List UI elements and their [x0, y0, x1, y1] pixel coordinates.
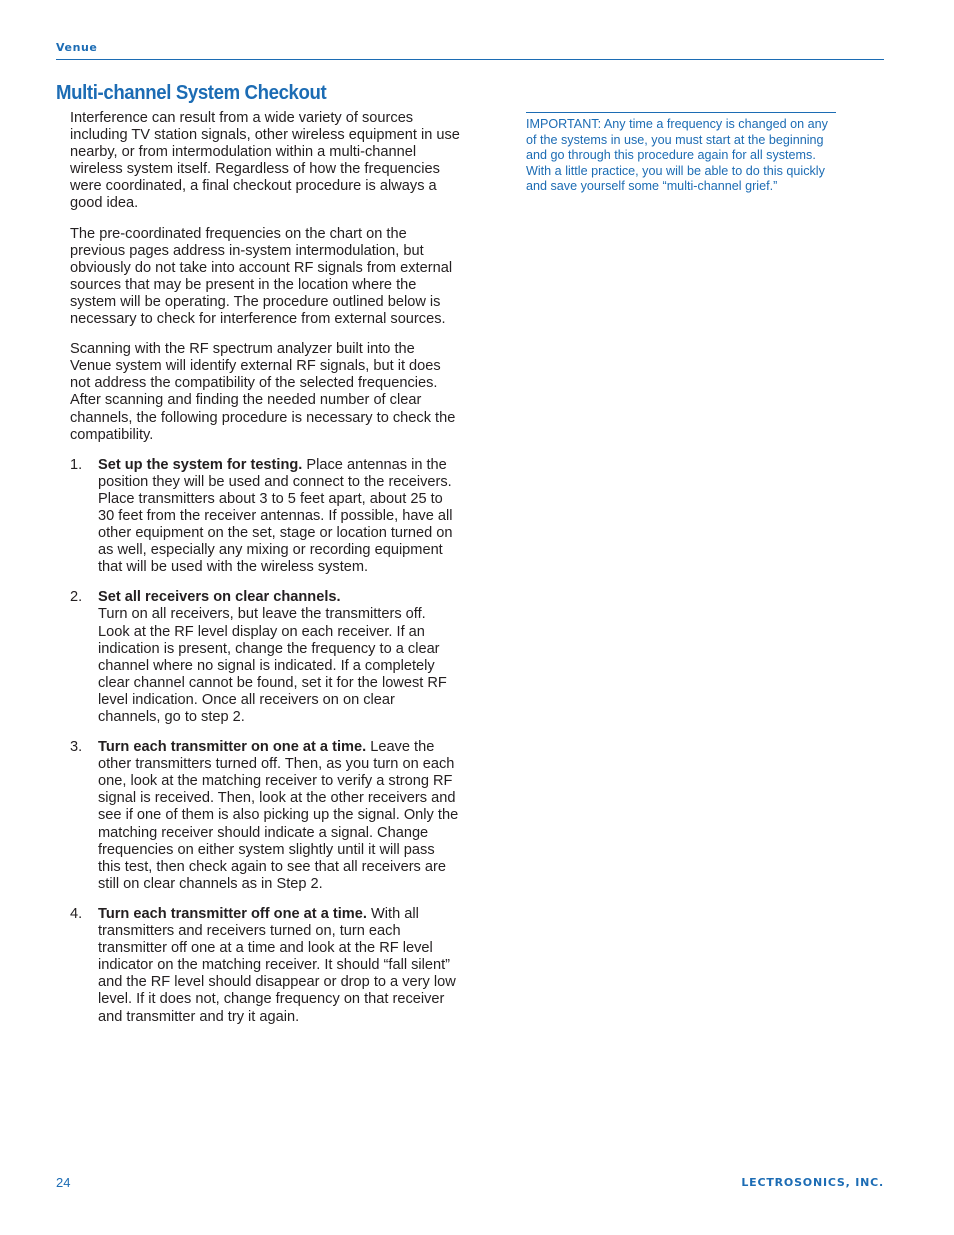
step-number: 1.: [70, 456, 83, 473]
step-number: 2.: [70, 589, 83, 606]
step-title: Set all receivers on clear channels.: [98, 589, 341, 606]
procedure-step: [70, 589, 460, 726]
important-note: IMPORTANT: Any time a frequency is changed on any of the systems in use, you must start at the beginning and go through this procedure again for all systems. With a little practice, you will be able to do this quickly and save yourself some “multi-channel grief.”: [526, 112, 836, 195]
header-divider: [56, 59, 884, 60]
step-title: Set up the system for testing.: [98, 456, 303, 473]
procedure-step: [70, 457, 460, 577]
intro-paragraph: Interference can result from a wide variety of sources including TV station signals, other wireless equipment in use nearby, or from intermodulation within a multi-channel wireless system itself. Regardless of how the frequencies were coordinated, a final checkout procedure is always a good idea.: [70, 110, 460, 212]
procedure-step: [70, 739, 460, 893]
step-title: Turn each transmitter off one at a time.: [98, 905, 367, 922]
intro-paragraph: The pre-coordinated frequencies on the chart on the previous pages address in-system intermodulation, but obviously do not take into account RF signals from external sources that may be present in the location where the system will be operating. The procedure outlined below is necessary to check for interference from external sources.: [70, 225, 453, 328]
step-title: Turn each transmitter on one at a time.: [98, 739, 367, 756]
section-title: Multi-channel System Checkout: [56, 82, 327, 104]
step-number: 3.: [70, 739, 83, 756]
procedure-step: [70, 906, 460, 1026]
step-text: Turn on all receivers, but leave the transmitters off. Look at the RF level display on each receiver. If an indication is present, change the frequency to a clear channel where no signal is indicated. If a completely clear channel cannot be found, set it for the lowest RF level indication. Once all receivers on on clear channels, go to step 2.: [98, 606, 447, 725]
company-name: LECTROSONICS, INC.: [741, 1176, 884, 1189]
procedure-steps: [70, 457, 460, 1026]
step-text: Leave the other transmitters turned off. Then, as you turn on each one, look at the matching receiver to verify a strong RF signal is received. Then, look at the other receivers and see if one of them is also picking up the signal. Only the matching receiver should indicate a signal. Change frequencies on either system slightly until it will pass this test, then check again to see that all receivers are still on clear channels as in Step 2.: [98, 739, 459, 892]
main-column: [70, 110, 460, 1039]
step-text: With all transmitters and receivers turned on, turn each transmitter off one at a time and look at the RF level indicator on the matching receiver. It should “fall silent” and the RF level should disappear or drop to a very low level. If it does not, change frequency on that receiver and transmitter and try it again.: [98, 905, 456, 1025]
running-header: Venue: [56, 41, 98, 54]
intro-paragraph: Scanning with the RF spectrum analyzer built into the Venue system will identify external RF signals, but it does not address the compatibility of the selected frequencies. After scanning and finding the needed number of clear channels, the following procedure is necessary to check the compatibility.: [70, 341, 456, 443]
step-number: 4.: [70, 905, 83, 922]
page-number: 24: [56, 1175, 71, 1190]
step-text: Place antennas in the position they will be used and connect to the receivers. Place transmitters about 3 to 5 feet apart, about 25 to 30 feet from the receiver antennas. If possible, have all other equipment on the set, stage or location turned on as well, especially any mixing or recording equipment that will be used with the wireless system.: [98, 456, 453, 576]
